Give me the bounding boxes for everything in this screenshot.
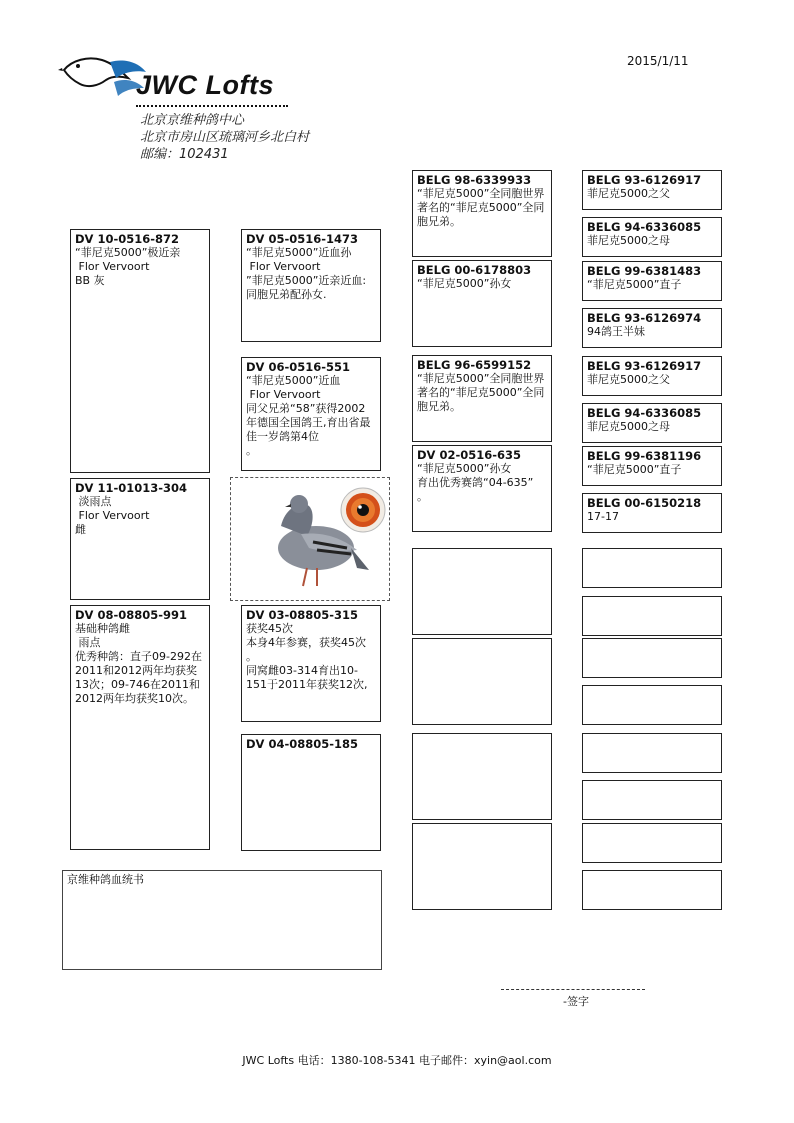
detail-line: “菲尼克5000”直子: [587, 463, 682, 476]
pedigree-box-gen3-6: [412, 638, 552, 725]
pedigree-box-gen3-3: [412, 355, 552, 442]
detail-line: “菲尼克5000”近血孙: [246, 246, 352, 259]
ring-number: BELG 00-6150218: [587, 496, 702, 510]
detail-line: 同父兄弟“58”获得2002年德国全国鸽王,育出省最佳一岁鸽第4位: [246, 402, 371, 443]
pedigree-box-gen3-4: [412, 445, 552, 532]
notes-box: [62, 870, 382, 970]
address-line-1: 北京京维种鸽中心: [140, 113, 245, 128]
ring-number: BELG 93-6126917: [587, 359, 702, 373]
pedigree-box-sire-dam: [241, 357, 381, 471]
pedigree-box-gen4-11: [582, 638, 722, 678]
pigeon-eye-icon: [339, 486, 387, 534]
pigeon-photo-frame: [230, 477, 390, 601]
pedigree-box-dam-dam: [241, 734, 381, 851]
detail-line: “菲尼克5000”直子: [587, 278, 682, 291]
detail-line: “菲尼克5000”孙女: [417, 462, 512, 475]
detail-line: 雨点: [75, 636, 101, 649]
ring-number: DV 11-01013-304: [75, 481, 188, 495]
ring-number: DV 08-08805-991: [75, 608, 188, 622]
detail-line: “菲尼克5000”近血: [246, 374, 341, 387]
detail-line: 雌: [75, 523, 86, 536]
logo: [58, 48, 298, 110]
pedigree-box-gen3-1: [412, 170, 552, 257]
detail-line: Flor Vervoort: [75, 260, 150, 273]
ring-number: BELG 94-6336085: [587, 406, 702, 420]
pedigree-box-gen3-8: [412, 823, 552, 910]
detail-line: “菲尼克5000”全同胞世界著名的“菲尼克5000”全同胞兄弟。: [417, 372, 545, 413]
ring-number: BELG 99-6381196: [587, 449, 702, 463]
address-block: [140, 112, 309, 163]
logo-text: JWC Lofts: [136, 70, 274, 100]
pedigree-box-gen4-13: [582, 733, 722, 773]
pedigree-box-gen4-16: [582, 870, 722, 910]
detail-line: Flor Vervoort: [75, 509, 150, 522]
pedigree-box-gen3-2: [412, 260, 552, 347]
detail-line: 基础种鸽雌: [75, 622, 130, 635]
pigeon-logo-icon: [58, 48, 148, 110]
ring-number: BELG 93-6126974: [587, 311, 702, 325]
ring-number: DV 06-0516-551: [246, 360, 351, 374]
pedigree-box-gen4-3: [582, 261, 722, 301]
detail-line: 菲尼克5000之母: [587, 234, 670, 247]
detail-line: 育出优秀赛鸽“04-635”: [417, 476, 534, 489]
pedigree-box-gen4-9: [582, 548, 722, 588]
print-date: 2015/1/11: [627, 54, 689, 68]
ring-number: BELG 00-6178803: [417, 263, 532, 277]
detail-line: 菲尼克5000之父: [587, 187, 670, 200]
ring-number: DV 10-0516-872: [75, 232, 180, 246]
detail-line: 94鸽王半妹: [587, 325, 645, 338]
address-line-3: 邮编：102431: [140, 147, 229, 162]
notes-label: 京维种鸽血统书: [67, 873, 144, 886]
detail-line: Flor Vervoort: [246, 388, 321, 401]
detail-line: 本身4年参赛，获奖45次: [246, 636, 366, 649]
pedigree-box-gen4-7: [582, 446, 722, 486]
detail-line: “菲尼克5000”极近亲: [75, 246, 181, 259]
pedigree-box-gen4-15: [582, 823, 722, 863]
logo-underline: [136, 105, 288, 107]
pedigree-box-gen4-6: [582, 403, 722, 443]
detail-line: 同窝雌03-314育出10-151于2011年获奖12次,: [246, 664, 368, 691]
footer-contact: JWC Lofts 电话：1380-108-5341 电子邮件：xyin@aol.com: [242, 1054, 552, 1067]
pedigree-box-sire-sire: [241, 229, 381, 342]
pedigree-box-gen4-8: [582, 493, 722, 533]
detail-line: 。: [246, 444, 257, 457]
pedigree-box-subject: [70, 478, 210, 600]
pedigree-box-gen4-10: [582, 596, 722, 636]
ring-number: DV 02-0516-635: [417, 448, 522, 462]
pedigree-box-dam-sire: [241, 605, 381, 722]
detail-line: 优秀种鸽：直子09-292在2011和2012两年均获奖13次；09-746在2011和2012两年均获奖10次。: [75, 650, 202, 705]
ring-number: BELG 93-6126917: [587, 173, 702, 187]
detail-line: 菲尼克5000之父: [587, 373, 670, 386]
pedigree-box-gen4-5: [582, 356, 722, 396]
detail-line: ”菲尼克5000”近亲近血:同胞兄弟配孙女.: [246, 274, 367, 301]
detail-line: BB 灰: [75, 274, 105, 287]
detail-line: 获奖45次: [246, 622, 293, 635]
pedigree-box-gen4-14: [582, 780, 722, 820]
pedigree-box-gen4-2: [582, 217, 722, 257]
detail-line: “菲尼克5000”全同胞世界著名的“菲尼克5000”全同胞兄弟。: [417, 187, 545, 228]
signature-label: -签字: [563, 995, 589, 1008]
address-line-2: 北京市房山区琉璃河乡北白村: [140, 130, 310, 145]
ring-number: DV 05-0516-1473: [246, 232, 359, 246]
pedigree-box-gen4-4: [582, 308, 722, 348]
ring-number: BELG 99-6381483: [587, 264, 702, 278]
ring-number: BELG 98-6339933: [417, 173, 532, 187]
ring-number: DV 04-08805-185: [246, 737, 359, 751]
signature-line: [501, 989, 645, 990]
detail-line: 17-17: [587, 510, 619, 523]
pedigree-box-gen4-1: [582, 170, 722, 210]
detail-line: 。: [246, 650, 257, 663]
detail-line: 。: [417, 490, 428, 503]
pedigree-box-gen4-12: [582, 685, 722, 725]
ring-number: BELG 94-6336085: [587, 220, 702, 234]
pedigree-box-gen3-5: [412, 548, 552, 635]
pedigree-box-dam: [70, 605, 210, 850]
pedigree-box-sire: [70, 229, 210, 473]
ring-number: BELG 96-6599152: [417, 358, 532, 372]
ring-number: DV 03-08805-315: [246, 608, 359, 622]
detail-line: 淡雨点: [75, 495, 112, 508]
detail-line: Flor Vervoort: [246, 260, 321, 273]
detail-line: “菲尼克5000”孙女: [417, 277, 512, 290]
detail-line: 菲尼克5000之母: [587, 420, 670, 433]
pedigree-box-gen3-7: [412, 733, 552, 820]
